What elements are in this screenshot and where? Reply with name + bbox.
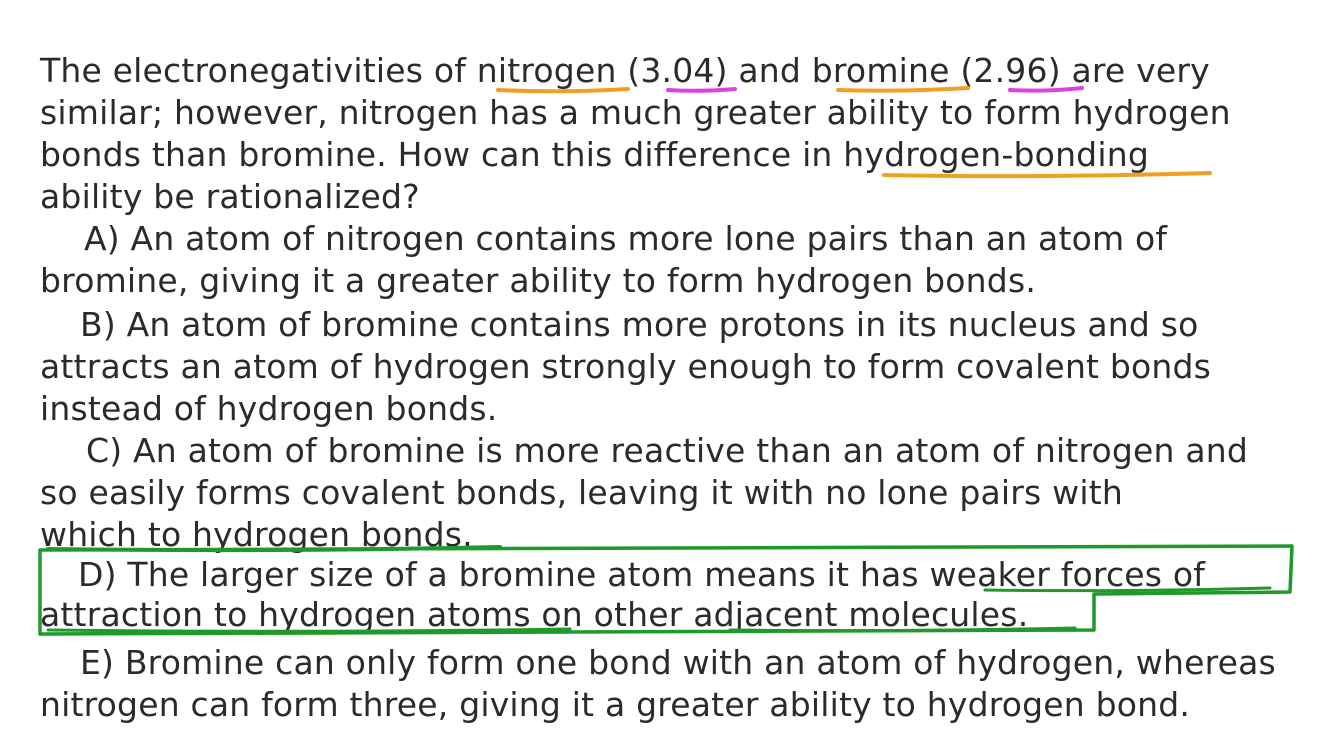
question-line-3: bonds than bromine. How can this difference in hydrogen-bonding <box>40 135 1149 174</box>
option-e-line-1: E) Bromine can only form one bond with an atom of hydrogen, whereas <box>80 643 1276 682</box>
option-c-line-3: which to hydrogen bonds. <box>40 515 473 554</box>
option-a-line-2: bromine, giving it a greater ability to form hydrogen bonds. <box>40 261 1037 300</box>
option-e-line-2: nitrogen can form three, giving it a greater ability to hydrogen bond. <box>40 685 1191 724</box>
question-line-1: The electronegativities of nitrogen (3.04) and bromine (2.96) are very <box>40 51 1210 90</box>
option-d-line-2: attraction to hydrogen atoms on other adjacent molecules. <box>40 595 1029 634</box>
option-b-line-2: attracts an atom of hydrogen strongly enough to form covalent bonds <box>40 347 1212 386</box>
option-d-line-1: D) The larger size of a bromine atom means it has weaker forces of <box>78 555 1206 594</box>
question-line-4: ability be rationalized? <box>40 177 420 216</box>
question-line-2: similar; however, nitrogen has a much greater ability to form hydrogen <box>40 93 1231 132</box>
option-c-line-2: so easily forms covalent bonds, leaving it with no lone pairs with <box>40 473 1123 512</box>
option-b-line-3: instead of hydrogen bonds. <box>40 389 498 428</box>
option-b-line-1: B) An atom of bromine contains more protons in its nucleus and so <box>80 305 1199 344</box>
option-a-line-1: A) An atom of nitrogen contains more lone pairs than an atom of <box>84 219 1168 258</box>
option-c-line-1: C) An atom of bromine is more reactive than an atom of nitrogen and <box>86 431 1249 470</box>
